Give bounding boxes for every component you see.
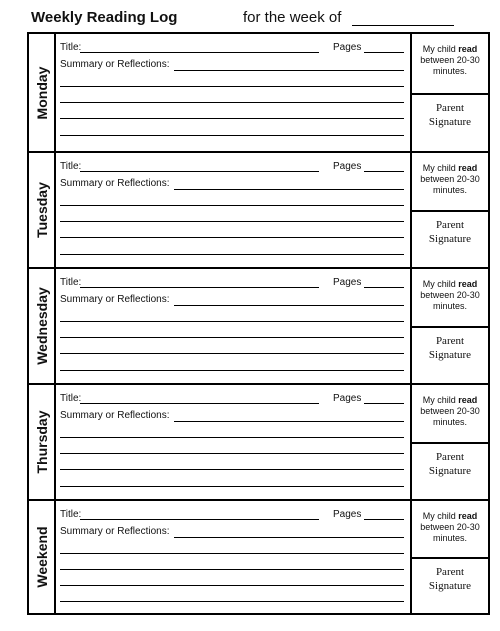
- summary-line[interactable]: [60, 486, 404, 487]
- signature-label: Signature: [428, 349, 472, 362]
- title-label: Title:: [60, 393, 82, 404]
- pages-line[interactable]: [364, 287, 404, 288]
- read-text-prefix: My child: [422, 511, 456, 521]
- read-confirmation-box: [412, 34, 488, 95]
- parent-label: Parent: [435, 451, 465, 464]
- summary-line[interactable]: [60, 553, 404, 554]
- side-panel: [410, 501, 488, 613]
- read-confirmation-box: [412, 153, 488, 212]
- read-text-prefix: My child: [422, 163, 456, 173]
- day-row-tuesday: [29, 151, 488, 267]
- summary-line[interactable]: [60, 135, 404, 136]
- summary-line[interactable]: [60, 86, 404, 87]
- entry-area: [56, 153, 410, 267]
- day-label: Thursday: [33, 410, 50, 474]
- signature-label: Signature: [428, 580, 472, 593]
- title-line[interactable]: [80, 287, 319, 288]
- day-cell: [29, 385, 56, 499]
- parent-signature-box[interactable]: [412, 559, 488, 613]
- title-label: Title:: [60, 161, 82, 172]
- pages-label: Pages: [333, 42, 362, 53]
- parent-signature-box[interactable]: [412, 95, 488, 151]
- day-cell: [29, 34, 56, 151]
- day-cell: [29, 269, 56, 383]
- pages-label: Pages: [333, 161, 362, 172]
- reading-log-grid: [27, 32, 490, 615]
- summary-line[interactable]: [60, 102, 404, 103]
- read-text-suffix: between 20-30 minutes.: [420, 522, 480, 543]
- pages-line[interactable]: [364, 52, 404, 53]
- pages-label: Pages: [333, 393, 362, 404]
- summary-line[interactable]: [60, 453, 404, 454]
- log-title: Weekly Reading Log: [31, 9, 178, 26]
- signature-label: Signature: [428, 465, 472, 478]
- read-text-suffix: between 20-30 minutes.: [420, 406, 480, 427]
- read-confirmation-box: [412, 385, 488, 444]
- entry-area: [56, 269, 410, 383]
- read-text-prefix: My child: [422, 395, 456, 405]
- title-line[interactable]: [80, 403, 319, 404]
- week-blank-line[interactable]: [352, 25, 454, 26]
- entry-area: [56, 34, 410, 151]
- summary-line[interactable]: [60, 601, 404, 602]
- parent-label: Parent: [435, 335, 465, 348]
- title-label: Title:: [60, 509, 82, 520]
- day-row-wednesday: [29, 267, 488, 383]
- side-panel: [410, 385, 488, 499]
- summary-line[interactable]: [60, 254, 404, 255]
- summary-line[interactable]: [60, 353, 404, 354]
- summary-label: Summary or Reflections:: [60, 526, 170, 537]
- log-header: [0, 0, 500, 30]
- week-label: for the week of: [243, 9, 342, 26]
- day-cell: [29, 501, 56, 613]
- title-label: Title:: [60, 277, 82, 288]
- title-line[interactable]: [80, 52, 319, 53]
- summary-label: Summary or Reflections:: [60, 410, 170, 421]
- title-line[interactable]: [80, 171, 319, 172]
- summary-line[interactable]: [60, 437, 404, 438]
- pages-line[interactable]: [364, 519, 404, 520]
- read-text-bold: read: [458, 395, 478, 405]
- summary-label: Summary or Reflections:: [60, 59, 170, 70]
- read-text-bold: read: [458, 511, 478, 521]
- parent-label: Parent: [435, 101, 465, 114]
- summary-line[interactable]: [60, 569, 404, 570]
- entry-area: [56, 501, 410, 613]
- day-cell: [29, 153, 56, 267]
- pages-label: Pages: [333, 277, 362, 288]
- signature-label: Signature: [428, 233, 472, 246]
- parent-label: Parent: [435, 219, 465, 232]
- day-row-thursday: [29, 383, 488, 499]
- entry-area: [56, 385, 410, 499]
- read-text-suffix: between 20-30 minutes.: [420, 55, 480, 76]
- summary-line[interactable]: [60, 237, 404, 238]
- read-text-bold: read: [458, 44, 478, 54]
- pages-line[interactable]: [364, 171, 404, 172]
- parent-signature-box[interactable]: [412, 328, 488, 383]
- summary-line[interactable]: [60, 221, 404, 222]
- parent-label: Parent: [435, 566, 465, 579]
- summary-line[interactable]: [60, 370, 404, 371]
- read-text-bold: read: [458, 163, 478, 173]
- signature-label: Signature: [428, 115, 472, 128]
- summary-line[interactable]: [174, 421, 404, 422]
- summary-line[interactable]: [60, 585, 404, 586]
- summary-line[interactable]: [60, 205, 404, 206]
- day-row-monday: [29, 34, 488, 151]
- read-text-suffix: between 20-30 minutes.: [420, 174, 480, 195]
- pages-line[interactable]: [364, 403, 404, 404]
- summary-line[interactable]: [60, 321, 404, 322]
- summary-line[interactable]: [60, 118, 404, 119]
- summary-line[interactable]: [174, 189, 404, 190]
- summary-line[interactable]: [174, 305, 404, 306]
- side-panel: [410, 269, 488, 383]
- summary-line[interactable]: [174, 70, 404, 71]
- summary-line[interactable]: [60, 469, 404, 470]
- read-text-prefix: My child: [422, 279, 456, 289]
- day-label: Weekend: [33, 526, 50, 588]
- pages-label: Pages: [333, 509, 362, 520]
- day-label: Monday: [33, 66, 50, 119]
- summary-line[interactable]: [60, 337, 404, 338]
- summary-label: Summary or Reflections:: [60, 178, 170, 189]
- summary-label: Summary or Reflections:: [60, 294, 170, 305]
- side-panel: [410, 34, 488, 151]
- side-panel: [410, 153, 488, 267]
- read-text-suffix: between 20-30 minutes.: [420, 290, 480, 311]
- summary-line[interactable]: [174, 537, 404, 538]
- read-confirmation-box: [412, 501, 488, 559]
- read-text-prefix: My child: [422, 44, 456, 54]
- day-row-weekend: [29, 499, 488, 613]
- parent-signature-box[interactable]: [412, 212, 488, 267]
- read-confirmation-box: [412, 269, 488, 328]
- day-label: Tuesday: [33, 182, 50, 238]
- title-line[interactable]: [80, 519, 319, 520]
- title-label: Title:: [60, 42, 82, 53]
- parent-signature-box[interactable]: [412, 444, 488, 499]
- day-label: Wednesday: [33, 287, 50, 365]
- read-text-bold: read: [458, 279, 478, 289]
